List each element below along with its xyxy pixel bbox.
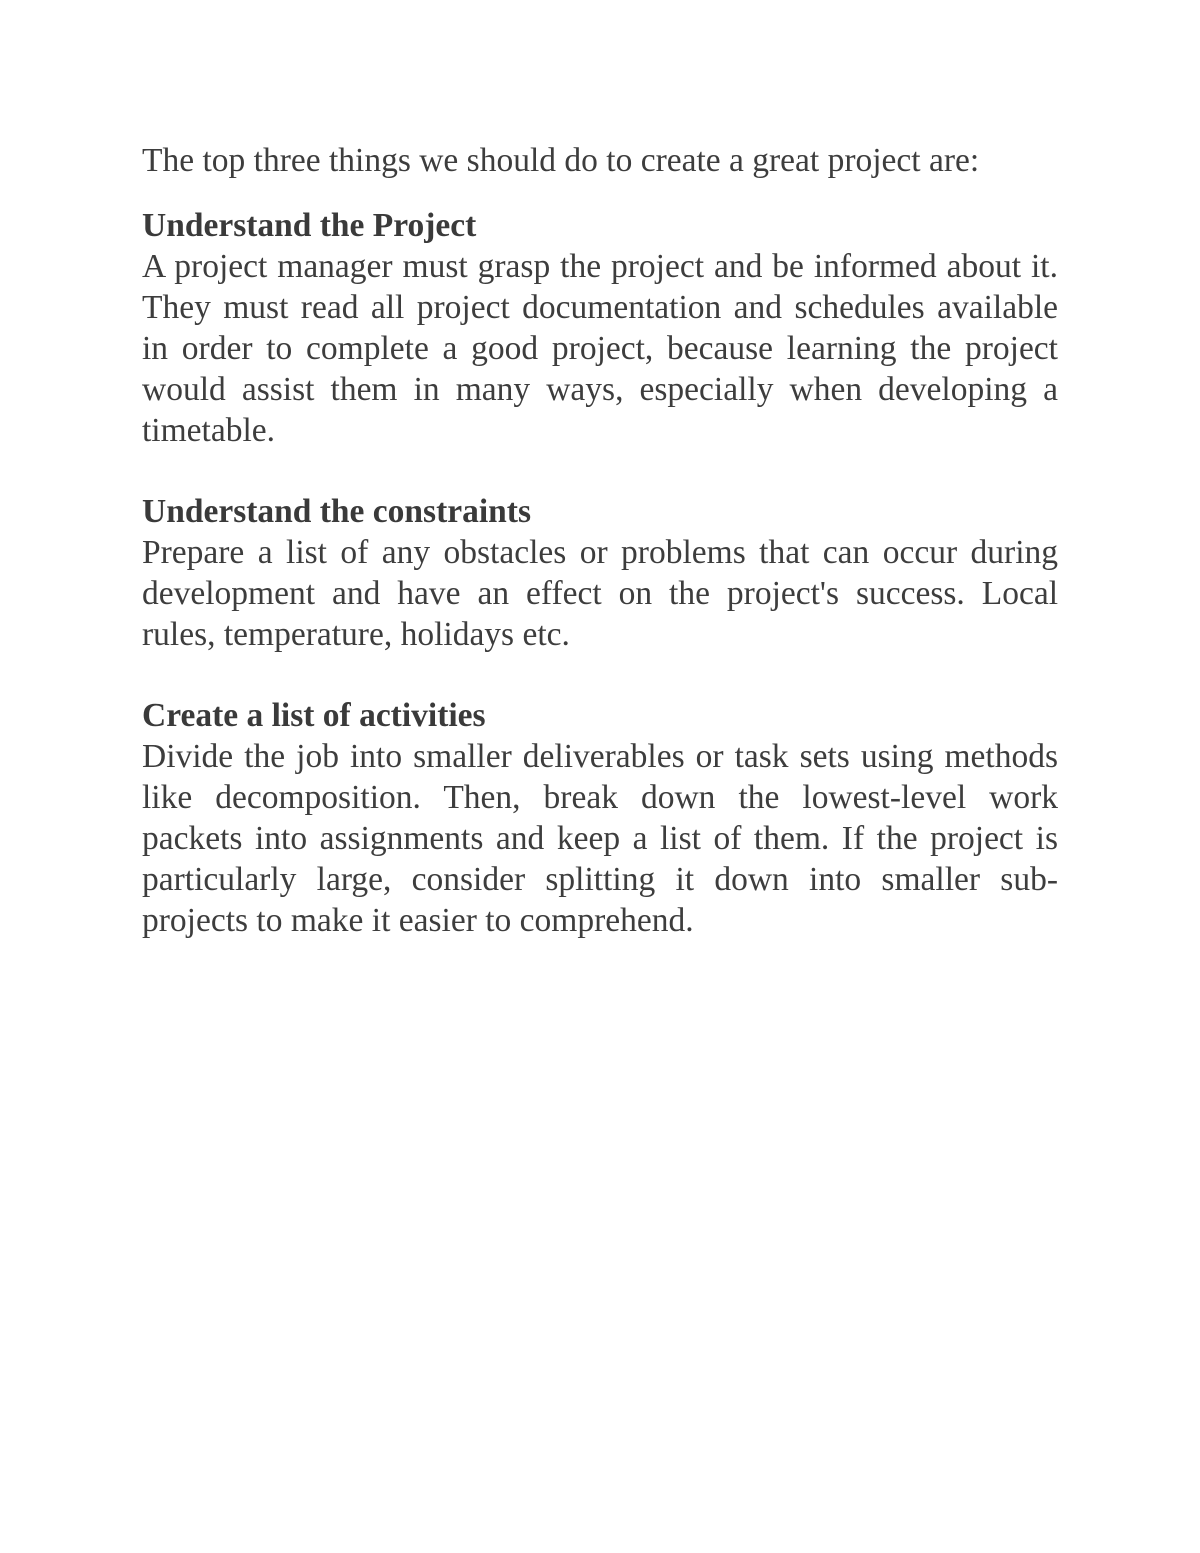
document-content <box>142 140 1058 981</box>
section-body: Divide the job into smaller deliverables or task sets using methods like decomposition. Then, break down the lowest-level work packets into assignments and keep a list of them. If the project is particularly large, consider splitting it down into smaller sub-projects to make it easier to comprehend. <box>142 738 1058 939</box>
section-understand-project <box>142 205 1058 451</box>
section-heading: Understand the Project <box>142 207 477 244</box>
section-body: A project manager must grasp the project and be informed about it. They must read all project documentation and schedules available in order to complete a good project, because learning the project would assist them in many ways, especially when developing a timetable. <box>142 248 1058 449</box>
section-list-activities <box>142 695 1058 941</box>
section-understand-constraints <box>142 491 1058 655</box>
intro-paragraph: The top three things we should do to create a great project are: <box>142 142 980 179</box>
section-heading: Understand the constraints <box>142 493 531 530</box>
section-heading: Create a list of activities <box>142 697 486 734</box>
section-body: Prepare a list of any obstacles or problems that can occur during development and have an effect on the project's success. Local rules, temperature, holidays etc. <box>142 534 1058 653</box>
